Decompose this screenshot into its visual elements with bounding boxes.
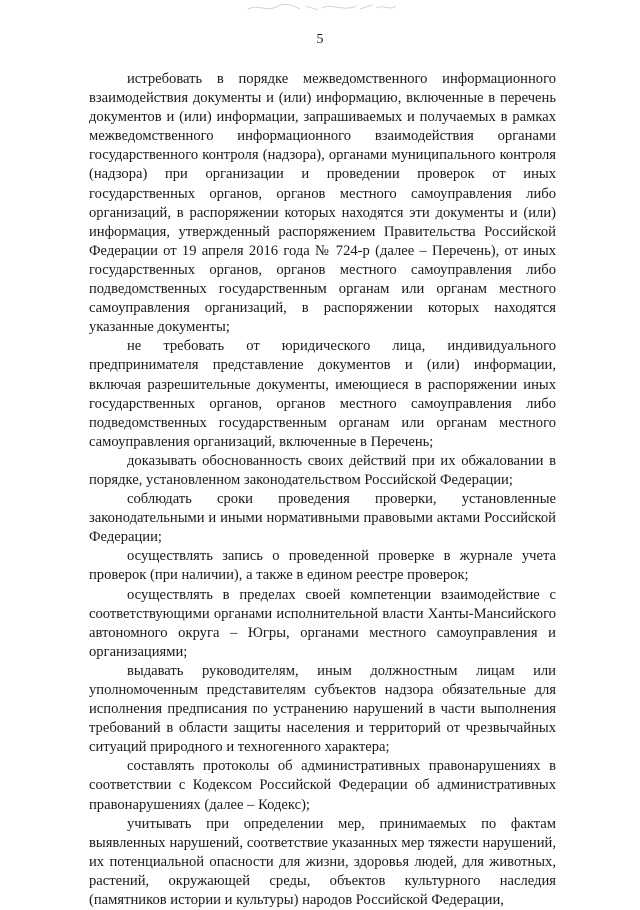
paragraph: не требовать от юридического лица, индивидуального предпринимателя представление документов и (или) информации, включая разрешительные документы, имеющиеся в распоряжении иных государственных органов, органов местного самоуправления либо подведомственных государственным органам или органам местного самоуправления организаций, включенные в Перечень;: [89, 338, 556, 450]
paragraph: истребовать в порядке межведомственного информационного взаимодействия документы и (или) информацию, включенные в перечень документов и (или) информации, запрашиваемых и получаемых в рамках межведомственного информационного взаимодействия органами государственного контроля (надзора), органами муниципального контроля (надзора) при организации и проведении проверок от иных государственных органов, органов местного самоуправления либо организаций, в распоряжении которых находятся эти документы и (или) информация, утвержденный распоряжением Правительства Российской Федерации от 19 апреля 2016 года № 724-р (далее – Перечень), от иных государственных органов, органов местного самоуправления либо подведомственных государственным органам или органам местного самоуправления организаций, в распоряжении которых находятся указанные документы;: [89, 71, 556, 336]
page-number: 5: [316, 32, 324, 47]
paragraph: выдавать руководителям, иным должностным лицам или уполномоченным представителям субъектов надзора обязательные для исполнения предписания по устранению нарушений в части выполнения требований в области защиты населения и территорий от чрезвычайных ситуаций природного и техногенного характера;: [89, 662, 556, 756]
paragraph: осуществлять в пределах своей компетенции взаимодействие с соответствующими органами исполнительной власти Ханты-Мансийского автономного округа – Югры, органами местного самоуправления и организациями;: [89, 586, 556, 660]
document-body: [89, 70, 556, 910]
paragraph: доказывать обоснованность своих действий при их обжаловании в порядке, установленном законодательством Российской Федерации;: [89, 452, 556, 488]
faint-stamp-mark: [240, 0, 400, 14]
paragraph: учитывать при определении мер, принимаемых по фактам выявленных нарушений, соответствие указанных мер тяжести нарушений, их потенциальной опасности для жизни, здоровья людей, для животных, растений, окружающей среды, объектов культурного наследия (памятников истории и культуры) народов Российской Федерации,: [89, 815, 556, 909]
paragraph: составлять протоколы об административных правонарушениях в соответствии с Кодексом Российской Федерации об административных правонарушениях (далее – Кодекс);: [89, 758, 556, 813]
paragraph: осуществлять запись о проведенной проверке в журнале учета проверок (при наличии), а также в едином реестре проверок;: [89, 548, 556, 584]
paragraph: соблюдать сроки проведения проверки, установленные законодательными и иными нормативными правовыми актами Российской Федерации;: [89, 491, 556, 546]
